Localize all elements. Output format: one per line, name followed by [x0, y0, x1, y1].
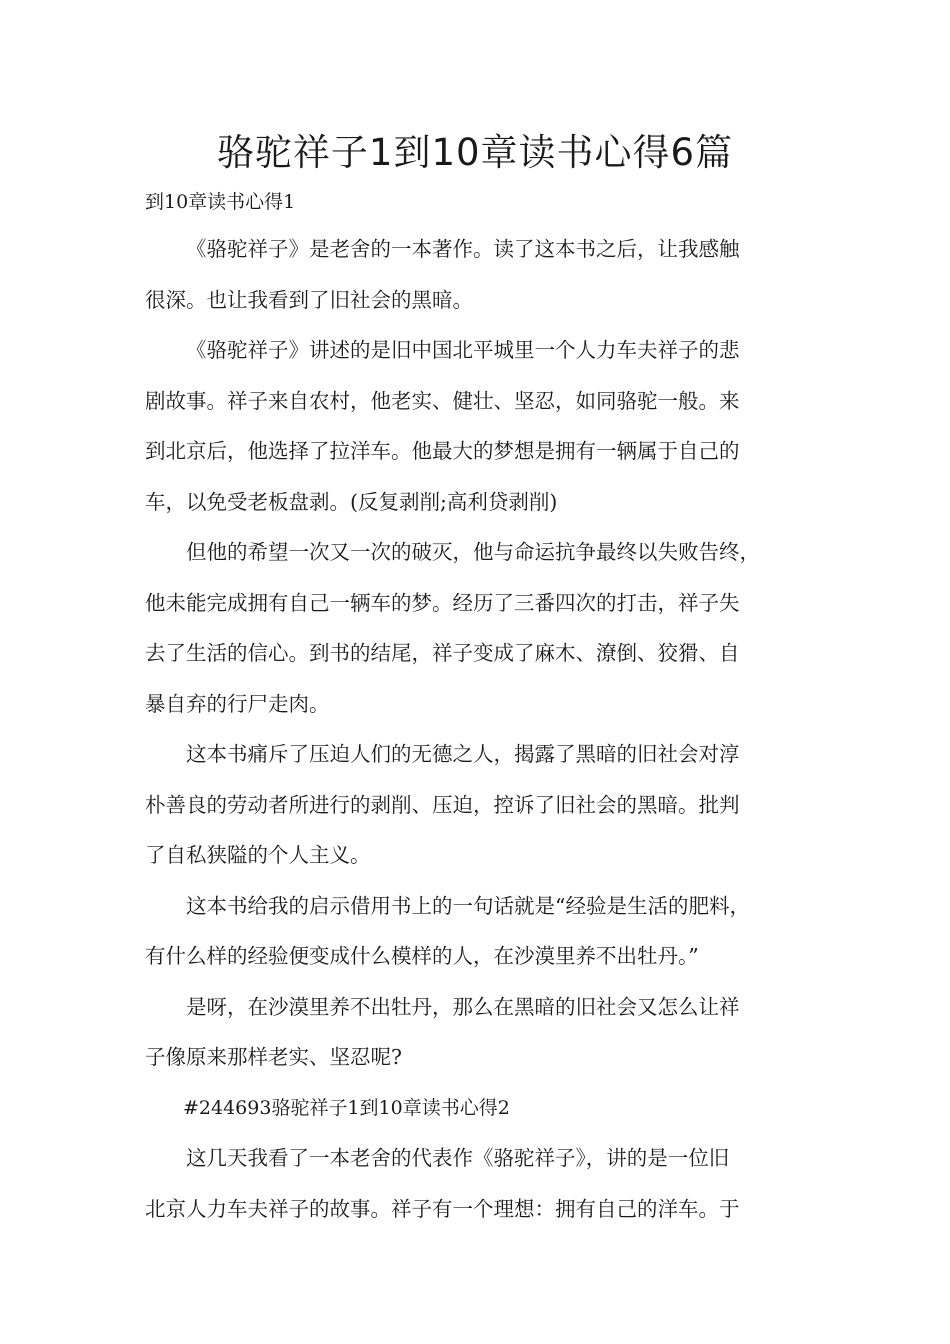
paragraph [145, 325, 810, 527]
document-body [145, 180, 810, 1234]
paragraph-line: 子像原来那样老实、坚忍呢? [145, 1045, 402, 1069]
paragraph-line: 但他的希望一次又一次的破灭，他与命运抗争最终以失败告终， [186, 540, 760, 564]
section-heading-2: #244693骆驼祥子1到10章读书心得2 [183, 1096, 510, 1119]
paragraph-line: 朴善良的劳动者所进行的剥削、压迫，控诉了旧社会的黑暗。批判 [145, 792, 740, 817]
paragraph-line: 他未能完成拥有自己一辆车的梦。经历了三番四次的打击，祥子失 [145, 590, 740, 615]
paragraph [145, 224, 810, 325]
paragraph-line: 《骆驼祥子》是老舍的一本著作。读了这本书之后，让我感触 [186, 237, 740, 261]
paragraph-line: 车，以免受老板盘剥。(反复剥削;高利贷剥削) [145, 489, 558, 514]
paragraph [145, 1133, 810, 1234]
section-1-paragraphs [145, 224, 810, 1083]
paragraph-line: 了自私狭隘的个人主义。 [145, 843, 371, 867]
document-title: 骆驼祥子1到10章读书心得6篇 [216, 131, 734, 174]
paragraph-line: 《骆驼祥子》讲述的是旧中国北平城里一个人力车夫祥子的悲 [186, 338, 740, 362]
section-2-paragraphs [145, 1133, 810, 1234]
paragraph-line: 是呀，在沙漠里养不出牡丹，那么在黑暗的旧社会又怎么让祥 [186, 994, 740, 1019]
paragraph-line: 剧故事。祥子来自农村，他老实、健壮、坚忍，如同骆驼一般。来 [145, 388, 740, 413]
paragraph-line: 北京人力车夫祥子的故事。祥子有一个理想：拥有自己的洋车。于 [145, 1196, 740, 1221]
paragraph-line: 暴自弃的行尸走肉。 [145, 691, 330, 716]
paragraph [145, 881, 810, 982]
paragraph-line: 去了生活的信心。到书的结尾，祥子变成了麻木、潦倒、狡猾、自 [145, 641, 740, 665]
paragraph-line: 到北京后，他选择了拉洋车。他最大的梦想是拥有一辆属于自己的 [145, 439, 740, 463]
paragraph-line: 很深。也让我看到了旧社会的黑暗。 [145, 287, 473, 312]
paragraph-line: 有什么样的经验便变成什么模样的人，在沙漠里养不出牡丹。” [145, 944, 699, 968]
paragraph-line: 这本书痛斥了压迫人们的无德之人，揭露了黑暗的旧社会对淳 [186, 742, 740, 766]
paragraph [145, 729, 810, 881]
paragraph-line: 这几天我看了一本老舍的代表作《骆驼祥子》，讲的是一位旧 [186, 1146, 730, 1170]
paragraph-line: 这本书给我的启示借用书上的一句话就是“经验是生活的肥料， [186, 893, 750, 918]
paragraph [145, 527, 810, 729]
paragraph [145, 982, 810, 1083]
section-heading-1: 到10章读书心得1 [145, 191, 296, 213]
